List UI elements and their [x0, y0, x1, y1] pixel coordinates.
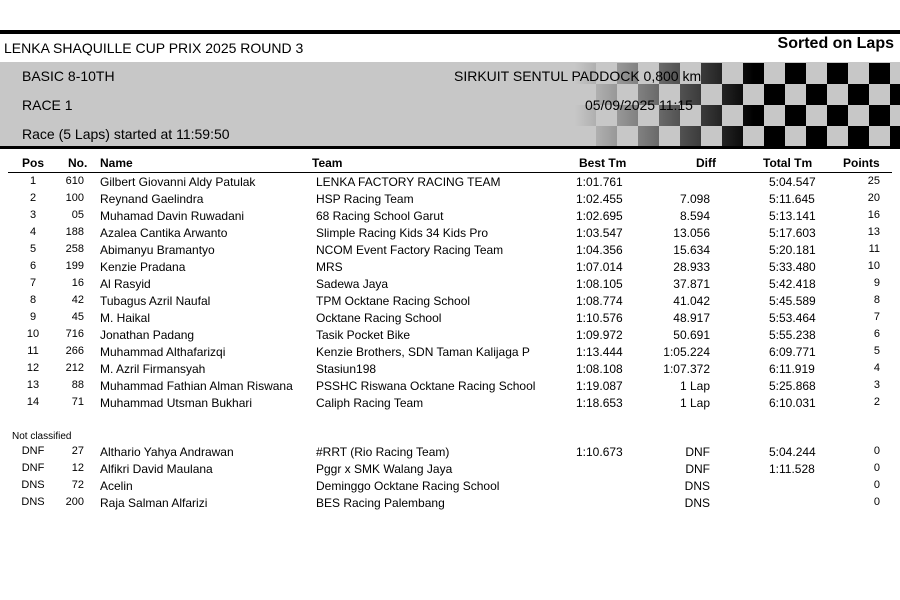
cell-name: Alfikri David Maulana — [100, 462, 213, 476]
cell-pos: 1 — [29, 175, 37, 187]
cell-best: 1:08.108 — [576, 362, 623, 376]
cell-total: 6:09.771 — [769, 345, 816, 359]
race-label: RACE 1 — [22, 97, 73, 113]
cell-points: 16 — [867, 209, 880, 221]
cell-diff: 1:05.224 — [663, 345, 710, 359]
cell-no: 200 — [65, 496, 84, 508]
cell-pos: 13 — [26, 379, 40, 391]
cell-pos: 6 — [29, 260, 37, 272]
cell-total: 5:55.238 — [769, 328, 816, 342]
cell-team: Ocktane Racing School — [316, 311, 442, 325]
cell-name: Abimanyu Bramantyo — [100, 243, 215, 257]
cell-no: 71 — [71, 396, 84, 408]
cell-total: 5:04.244 — [769, 445, 816, 459]
cell-no: 100 — [65, 192, 84, 204]
cell-total: 5:11.645 — [769, 192, 815, 206]
cell-team: Caliph Racing Team — [316, 396, 424, 410]
table-row — [0, 260, 900, 277]
cell-points: 11 — [868, 243, 880, 255]
col-total: Total Tm — [763, 156, 813, 170]
cell-pos: 14 — [26, 396, 40, 408]
table-row — [0, 462, 900, 479]
cell-team: #RRT (Rio Racing Team) — [316, 445, 450, 459]
cell-no: 16 — [71, 277, 84, 289]
circuit-label: SIRKUIT SENTUL PADDOCK 0,800 km — [454, 68, 702, 84]
cell-points: 3 — [873, 379, 880, 391]
table-row — [0, 209, 900, 226]
table-row — [0, 311, 900, 328]
cell-team: Stasiun198 — [316, 362, 377, 376]
col-team: Team — [312, 156, 343, 170]
cell-diff: DNF — [685, 445, 710, 459]
cell-points: 7 — [873, 311, 880, 323]
cell-total: 5:17.603 — [769, 226, 816, 240]
table-row — [0, 345, 900, 362]
cell-diff: 7.098 — [679, 192, 710, 206]
cell-team: Slimple Racing Kids 34 Kids Pro — [316, 226, 489, 240]
cell-best: 1:18.653 — [576, 396, 623, 410]
table-row — [0, 379, 900, 396]
cell-diff: 28.933 — [673, 260, 710, 274]
cell-name: Kenzie Pradana — [100, 260, 186, 274]
cell-total: 5:42.418 — [769, 277, 816, 291]
col-no: No. — [68, 156, 88, 170]
cell-pos: 4 — [29, 226, 37, 238]
cell-no: 27 — [71, 445, 84, 457]
table-row — [0, 226, 900, 243]
cell-total: 5:04.547 — [769, 175, 816, 189]
cell-name: M. Azril Firmansyah — [100, 362, 206, 376]
cell-pos: 7 — [29, 277, 37, 289]
cell-no: 05 — [71, 209, 84, 221]
cell-diff: 37.871 — [673, 277, 710, 291]
cell-name: Muhamad Davin Ruwadani — [100, 209, 245, 223]
cell-name: Jonathan Padang — [100, 328, 195, 342]
cell-points: 10 — [867, 260, 880, 272]
table-row — [0, 396, 900, 413]
cell-pos: 5 — [29, 243, 37, 255]
page-title: LENKA SHAQUILLE CUP PRIX 2025 ROUND 3 — [4, 40, 304, 56]
cell-total: 6:10.031 — [769, 396, 816, 410]
cell-diff: DNS — [684, 496, 710, 510]
cell-team: TPM Ocktane Racing School — [316, 294, 471, 308]
race-datetime: 05/09/2025 11:15 — [585, 97, 693, 113]
results-column-headers — [0, 156, 900, 172]
cell-team: PSSHC Riswana Ocktane Racing School — [316, 379, 536, 393]
cell-no: 266 — [65, 345, 84, 357]
cell-best: 1:08.774 — [576, 294, 623, 308]
cell-name: Althario Yahya Andrawan — [100, 445, 234, 459]
cell-team: HSP Racing Team — [316, 192, 414, 206]
cell-diff: 15.634 — [673, 243, 710, 257]
cell-pos: DNS — [21, 479, 45, 491]
cell-diff: 1 Lap — [679, 379, 710, 393]
cell-name: Reynand Gaelindra — [100, 192, 204, 206]
cell-team: Tasik Pocket Bike — [316, 328, 411, 342]
cell-name: Muhammad Utsman Bukhari — [100, 396, 253, 410]
cell-pos: 11 — [27, 345, 39, 357]
cell-diff: DNS — [684, 479, 710, 493]
cell-points: 2 — [873, 396, 880, 408]
table-row — [0, 294, 900, 311]
cell-points: 5 — [873, 345, 880, 357]
cell-diff: 13.056 — [673, 226, 710, 240]
cell-total: 6:11.919 — [769, 362, 815, 376]
cell-best: 1:03.547 — [576, 226, 623, 240]
cell-points: 8 — [873, 294, 880, 306]
table-row — [0, 192, 900, 209]
col-name: Name — [100, 156, 133, 170]
cell-diff: 50.691 — [673, 328, 710, 342]
cell-total: 5:25.868 — [769, 379, 816, 393]
cell-no: 212 — [65, 362, 84, 374]
cell-no: 716 — [65, 328, 84, 340]
cell-points: 9 — [873, 277, 880, 289]
cell-points: 0 — [873, 496, 880, 508]
cell-points: 13 — [867, 226, 880, 238]
sort-label: Sorted on Laps — [777, 35, 894, 52]
cell-best: 1:02.695 — [576, 209, 623, 223]
cell-diff: 1 Lap — [679, 396, 710, 410]
table-row — [0, 277, 900, 294]
cell-points: 6 — [873, 328, 880, 340]
table-row — [0, 479, 900, 496]
cell-no: 610 — [65, 175, 84, 187]
table-row — [0, 362, 900, 379]
cell-best: 1:10.576 — [576, 311, 623, 325]
cell-pos: 10 — [26, 328, 40, 340]
cell-pos: 12 — [26, 362, 40, 374]
race-info: Race (5 Laps) started at 11:59:50 — [22, 126, 230, 142]
cell-no: 188 — [65, 226, 84, 238]
cell-diff: 41.042 — [673, 294, 710, 308]
cell-diff: 1:07.372 — [663, 362, 710, 376]
table-row — [0, 445, 900, 462]
cell-total: 5:20.181 — [769, 243, 816, 257]
cell-points: 4 — [873, 362, 880, 374]
cell-no: 45 — [71, 311, 84, 323]
table-row — [0, 243, 900, 260]
cell-pos: 3 — [29, 209, 37, 221]
cell-total: 5:13.141 — [769, 209, 816, 223]
cell-best: 1:04.356 — [576, 243, 623, 257]
cell-name: Azalea Cantika Arwanto — [100, 226, 228, 240]
cell-total: 1:11.528 — [769, 462, 815, 476]
cell-points: 20 — [867, 192, 880, 204]
cell-best: 1:10.673 — [576, 445, 623, 459]
cell-points: 0 — [873, 479, 880, 491]
cell-team: NCOM Event Factory Racing Team — [316, 243, 504, 257]
cell-name: Acelin — [100, 479, 133, 493]
cell-total: 5:53.464 — [769, 311, 816, 325]
not-classified-label: Not classified — [12, 431, 72, 442]
cell-name: Al Rasyid — [100, 277, 151, 291]
cell-points: 0 — [873, 462, 880, 474]
cell-best: 1:13.444 — [576, 345, 623, 359]
cell-pos: 9 — [29, 311, 37, 323]
cell-diff: 8.594 — [679, 209, 710, 223]
cell-team: MRS — [316, 260, 343, 274]
cell-no: 72 — [71, 479, 84, 491]
col-best: Best Tm — [579, 156, 627, 170]
cell-pos: DNF — [21, 462, 45, 474]
table-row — [0, 175, 900, 192]
cell-name: Raja Salman Alfarizi — [100, 496, 208, 510]
cell-team: Deminggo Ocktane Racing School — [316, 479, 500, 493]
cell-pos: 8 — [29, 294, 37, 306]
cell-best: 1:08.105 — [576, 277, 623, 291]
cell-best: 1:01.761 — [576, 175, 623, 189]
cell-best: 1:07.014 — [576, 260, 623, 274]
cell-name: Muhammad Fathian Alman Riswana — [100, 379, 293, 393]
cell-no: 88 — [71, 379, 84, 391]
col-points: Points — [843, 156, 880, 170]
col-pos: Pos — [22, 156, 45, 170]
cell-points: 0 — [873, 445, 880, 457]
table-row — [0, 496, 900, 513]
cell-name: Gilbert Giovanni Aldy Patulak — [100, 175, 256, 189]
cell-name: M. Haikal — [100, 311, 151, 325]
header-rule — [8, 172, 892, 173]
cell-best: 1:19.087 — [576, 379, 623, 393]
cell-diff: DNF — [685, 462, 710, 476]
cell-no: 258 — [65, 243, 84, 255]
cell-best: 1:02.455 — [576, 192, 623, 206]
cell-name: Tubagus Azril Naufal — [100, 294, 211, 308]
table-row — [0, 328, 900, 345]
cell-team: Pggr x SMK Walang Jaya — [316, 462, 453, 476]
cell-name: Muhammad Althafarizqi — [100, 345, 226, 359]
cell-best: 1:09.972 — [576, 328, 623, 342]
cell-points: 25 — [867, 175, 880, 187]
cell-total: 5:33.480 — [769, 260, 816, 274]
cell-no: 42 — [71, 294, 84, 306]
category-label: BASIC 8-10TH — [22, 68, 115, 84]
cell-team: LENKA FACTORY RACING TEAM — [316, 175, 501, 189]
cell-no: 199 — [65, 260, 84, 272]
cell-total: 5:45.589 — [769, 294, 816, 308]
col-diff: Diff — [696, 156, 716, 170]
cell-pos: DNS — [21, 496, 45, 508]
cell-pos: DNF — [21, 445, 45, 457]
cell-no: 12 — [71, 462, 84, 474]
cell-diff: 48.917 — [673, 311, 710, 325]
top-rule — [0, 30, 900, 34]
cell-team: 68 Racing School Garut — [316, 209, 444, 223]
cell-team: Kenzie Brothers, SDN Taman Kalijaga P — [316, 345, 530, 359]
header-bottom-rule — [0, 146, 900, 149]
cell-team: BES Racing Palembang — [316, 496, 445, 510]
cell-team: Sadewa Jaya — [316, 277, 389, 291]
cell-pos: 2 — [29, 192, 37, 204]
